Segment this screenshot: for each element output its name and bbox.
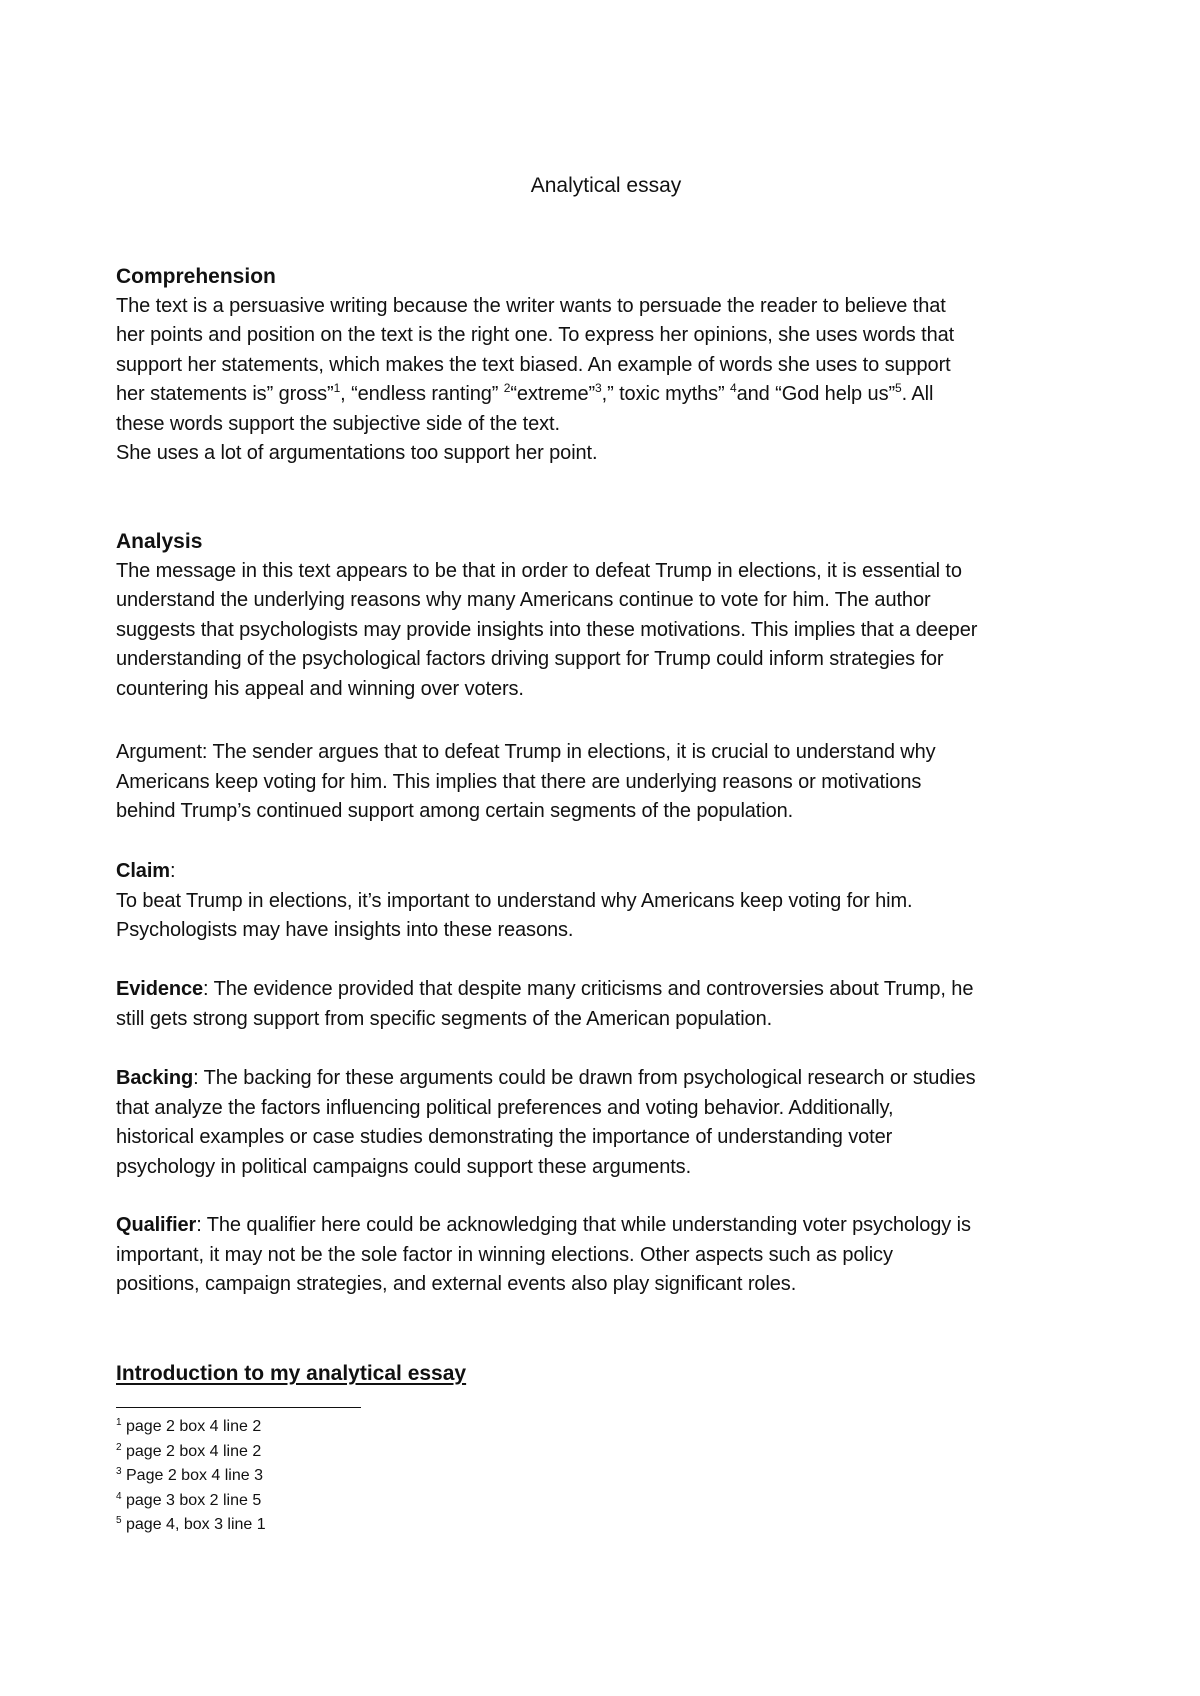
footnote-text: page 3 box 2 line 5 xyxy=(121,1491,262,1509)
comprehension-heading: Comprehension xyxy=(116,265,276,288)
analysis-heading: Analysis xyxy=(116,530,203,553)
paragraph-line: The text is a persuasive writing because the writer wants to persuade the reader to believe that xyxy=(116,294,946,317)
quote-text: ,” toxic myths” xyxy=(601,383,731,405)
introduction-section xyxy=(116,1359,1116,1389)
backing-text: : The backing for these arguments could be drawn from psychological research or studies xyxy=(193,1067,976,1089)
qualifier-text: : The qualifier here could be acknowledging that while understanding voter psychology is xyxy=(196,1214,971,1236)
footnote-text: page 4, box 3 line 1 xyxy=(121,1516,266,1533)
evidence-first-line xyxy=(116,975,1116,1005)
footnote-2 xyxy=(116,1440,266,1465)
paragraph-line: She uses a lot of argumentations too support her point. xyxy=(116,442,598,464)
evidence-section xyxy=(116,975,1116,1034)
footnote-ref-2[interactable]: 2 xyxy=(503,381,511,395)
paragraph-line: To beat Trump in elections, it’s important to understand why Americans keep voting for him. xyxy=(116,889,913,912)
footnote-text: Page 2 box 4 line 3 xyxy=(121,1467,263,1484)
quote-line xyxy=(116,380,1116,410)
paragraph-line: understand the underlying reasons why many Americans continue to vote for him. The author xyxy=(116,589,931,611)
comprehension-section xyxy=(116,262,1116,469)
paragraph-line: these words support the subjective side of the text. xyxy=(116,412,560,435)
claim-label: Claim xyxy=(116,860,170,882)
footnote-ref-4[interactable]: 4 xyxy=(730,381,737,395)
footnote-number: 5 xyxy=(116,1515,122,1526)
footnote-4 xyxy=(116,1489,266,1514)
introduction-heading: Introduction to my analytical essay xyxy=(116,1362,467,1385)
backing-first-line xyxy=(116,1064,1116,1094)
paragraph-line: Argument: The sender argues that to defeat Trump in elections, it is crucial to understand why xyxy=(116,741,936,763)
paragraph-line: understanding of the psychological factors driving support for Trump could inform strategies for xyxy=(116,648,944,670)
qualifier-first-line xyxy=(116,1211,1116,1241)
footnote-number: 2 xyxy=(116,1441,122,1453)
paragraph-line: The message in this text appears to be that in order to defeat Trump in elections, it is essential to xyxy=(116,559,962,582)
quote-text: and “God help us” xyxy=(736,383,896,405)
footnote-ref-3[interactable]: 3 xyxy=(595,381,602,395)
footnotes xyxy=(116,1415,266,1538)
quote-text: . All xyxy=(901,383,934,405)
evidence-text: : The evidence provided that despite many criticisms and controversies about Trump, he xyxy=(203,978,974,1000)
footnote-text: page 2 box 4 line 2 xyxy=(121,1442,262,1460)
paragraph-line: positions, campaign strategies, and external events also play significant roles. xyxy=(116,1273,797,1295)
paragraph-line: historical examples or case studies demonstrating the importance of understanding voter xyxy=(116,1126,893,1148)
paragraph-line: support her statements, which makes the text biased. An example of words she uses to support xyxy=(116,353,951,376)
backing-label: Backing xyxy=(116,1067,194,1089)
quote-text: , “endless ranting” xyxy=(340,383,504,405)
footnote-number: 3 xyxy=(116,1466,122,1477)
qualifier-label: Qualifier xyxy=(116,1214,197,1236)
argument-section xyxy=(116,738,1116,827)
backing-section xyxy=(116,1064,1116,1182)
footnote-number: 4 xyxy=(116,1490,122,1502)
paragraph-line: important, it may not be the sole factor in winning elections. Other aspects such as policy xyxy=(116,1243,893,1266)
paragraph-line: Americans keep voting for him. This implies that there are underlying reasons or motivations xyxy=(116,770,922,793)
paragraph-line: behind Trump’s continued support among certain segments of the population. xyxy=(116,800,794,822)
claim-heading-line xyxy=(116,857,1116,887)
paragraph-line: that analyze the factors influencing political preferences and voting behavior. Additionally, xyxy=(116,1096,894,1119)
paragraph-line: suggests that psychologists may provide insights into these motivations. This implies that a deeper xyxy=(116,618,978,641)
qualifier-section xyxy=(116,1211,1116,1300)
claim-colon: : xyxy=(169,860,176,882)
analysis-section xyxy=(116,527,1116,704)
quote-text: “extreme” xyxy=(510,383,596,405)
claim-section xyxy=(116,857,1116,946)
paragraph-line: psychology in political campaigns could support these arguments. xyxy=(116,1155,692,1178)
paragraph-line: countering his appeal and winning over voters. xyxy=(116,677,524,700)
footnote-number: 1 xyxy=(116,1417,122,1428)
footnote-5 xyxy=(116,1513,266,1538)
footnote-3 xyxy=(116,1464,266,1489)
footnote-separator xyxy=(116,1407,361,1408)
footnote-ref-5[interactable]: 5 xyxy=(895,381,902,395)
quote-text: her statements is” gross” xyxy=(116,383,334,405)
paragraph-line: Psychologists may have insights into these reasons. xyxy=(116,919,574,941)
evidence-label: Evidence xyxy=(116,978,204,1000)
footnote-ref-1[interactable]: 1 xyxy=(333,381,341,395)
footnote-1 xyxy=(116,1415,266,1440)
footnote-text: page 2 box 4 line 2 xyxy=(121,1418,262,1435)
document-title: Analytical essay xyxy=(530,174,682,197)
paragraph-line: her points and position on the text is the right one. To express her opinions, she uses words that xyxy=(116,324,955,346)
paragraph-line: still gets strong support from specific segments of the American population. xyxy=(116,1007,773,1030)
